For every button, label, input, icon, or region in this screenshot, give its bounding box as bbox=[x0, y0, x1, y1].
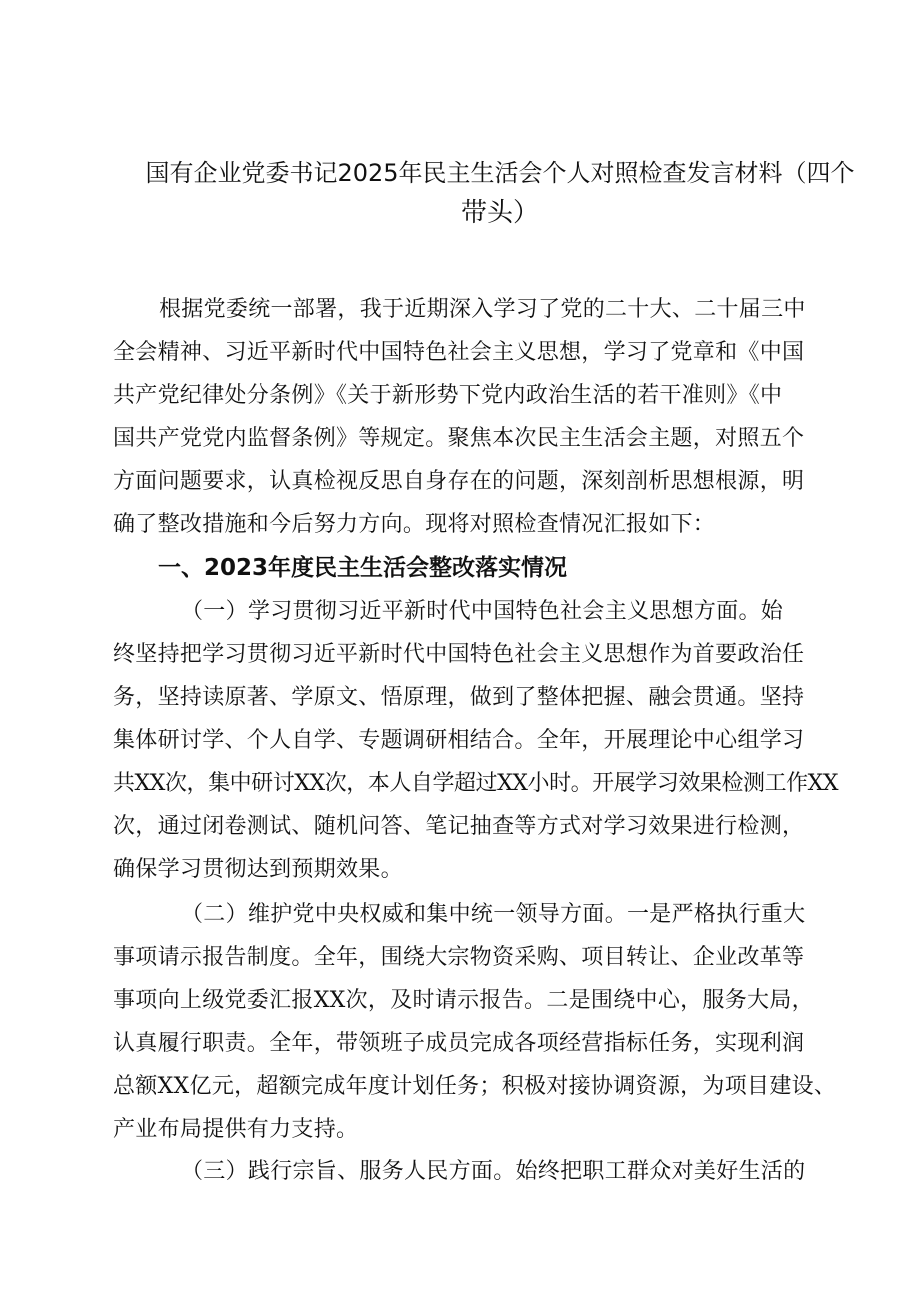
para2-line-3: 事项向上级党委汇报XX次，及时请示报告。二是围绕中心，服务大局， bbox=[113, 988, 814, 1013]
para1-line-6: 次，通过闭卷测试、随机问答、笔记抽查等方式对学习效果进行检测， bbox=[113, 814, 805, 839]
paragraph-1 bbox=[113, 590, 843, 891]
intro-line-3: 共产党纪律处分条例》《关于新形势下党内政治生活的若干准则》《中 bbox=[113, 383, 783, 408]
para1-line-3: 务，坚持读原著、学原文、悟原理，做到了整体把握、融会贯通。坚持 bbox=[113, 685, 805, 710]
para2-line-6: 产业布局提供有力支持。 bbox=[113, 1117, 359, 1142]
para2-line-2: 事项请示报告制度。全年，围绕大宗物资采购、项目转让、企业改革等 bbox=[113, 945, 805, 970]
intro-line-5: 方面问题要求，认真检视反思自身存在的问题，深刻剖析思想根源，明 bbox=[113, 469, 805, 494]
intro-line-4: 国共产党党内监督条例》等规定。聚焦本次民主生活会主题，对照五个 bbox=[113, 426, 805, 451]
section-heading: 一、2023年度民主生活会整改落实情况 bbox=[158, 555, 568, 581]
para2-line-4: 认真履行职责。全年，带领班子成员完成各项经营指标任务，实现利润 bbox=[113, 1031, 805, 1056]
para1-line-1: （一）学习贯彻习近平新时代中国特色社会主义思想方面。始 bbox=[181, 599, 784, 624]
intro-line-2: 全会精神、习近平新时代中国特色社会主义思想，学习了党章和《中国 bbox=[113, 340, 805, 365]
para1-line-2: 终坚持把学习贯彻习近平新时代中国特色社会主义思想作为首要政治任 bbox=[113, 642, 805, 667]
title-line-2: 带头） bbox=[460, 198, 539, 228]
para2-line-5: 总额XX亿元，超额完成年度计划任务；积极对接协调资源，为项目建设、 bbox=[113, 1074, 837, 1099]
title-line-1: 国有企业党委书记2025年民主生活会个人对照检查发言材料（四个 bbox=[145, 159, 855, 187]
para2-line-1: （二）维护党中央权威和集中统一领导方面。一是严格执行重大 bbox=[181, 902, 806, 927]
intro-line-1: 根据党委统一部署，我于近期深入学习了党的二十大、二十届三中 bbox=[159, 297, 806, 322]
paragraph-2 bbox=[113, 893, 843, 1151]
intro-paragraph bbox=[113, 288, 843, 546]
para1-line-4: 集体研讨学、个人自学、专题调研相结合。全年，开展理论中心组学习 bbox=[113, 728, 805, 753]
document-title bbox=[140, 153, 860, 233]
paragraph-3 bbox=[113, 1150, 843, 1193]
para1-line-7: 确保学习贯彻达到预期效果。 bbox=[113, 857, 403, 882]
para3-line-1: （三）践行宗旨、服务人民方面。始终把职工群众对美好生活的 bbox=[181, 1159, 806, 1184]
para1-line-5: 共XX次，集中研讨XX次，本人自学超过XX小时。开展学习效果检测工作XX bbox=[113, 771, 839, 796]
intro-line-6: 确了整改措施和今后努力方向。现将对照检查情况汇报如下： bbox=[113, 512, 716, 537]
